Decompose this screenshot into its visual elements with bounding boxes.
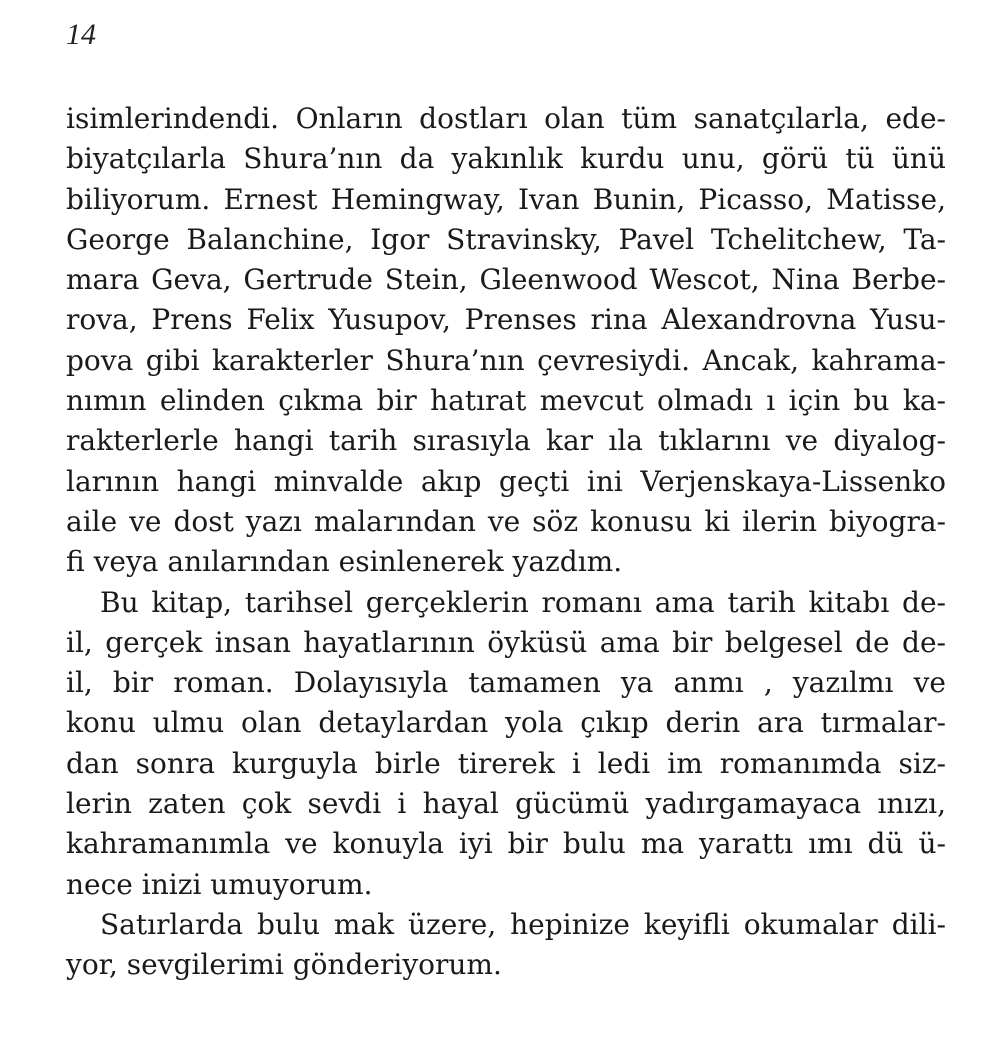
text-line: larının hangi minvalde akıp geçti ini Verjenskaya-Lissenko	[66, 464, 946, 498]
text-line: biliyorum. Ernest Hemingway, Ivan Bunin, Picasso, Matisse,	[66, 182, 946, 216]
text-line: aile ve dost yazı malarından ve söz konusu ki ilerin biyogra-	[66, 504, 946, 538]
page-number: 14	[66, 18, 96, 51]
text-line: konu ulmu olan detaylardan yola çıkıp derin ara tırmalar-	[66, 706, 946, 740]
text-line: isimlerindendi. Onların dostları olan tüm sanatçılarla, ede-	[66, 102, 946, 135]
text-line: il, gerçek insan hayatlarının öyküsü ama bir belgesel de de-	[66, 625, 946, 659]
text-line: Satırlarda bulu mak üzere, hepinize keyifli okumalar dili-	[100, 907, 946, 941]
text-line: il, bir roman. Dolayısıyla tamamen ya anmı , yazılmı ve	[66, 666, 946, 700]
text-line: nece inizi umuyorum.	[66, 867, 373, 901]
text-line: dan sonra kurguyla birle tirerek i ledi im romanımda siz-	[66, 746, 946, 780]
body-text	[66, 99, 946, 986]
text-line: fi veya anılarından esinlenerek yazdım.	[66, 545, 623, 579]
text-line: pova gibi karakterler Shura’nın çevresiydi. Ancak, kahrama-	[66, 343, 946, 377]
text-line: Bu kitap, tarihsel gerçeklerin romanı ama tarih kitabı de-	[100, 585, 946, 619]
text-line: lerin zaten çok sevdi i hayal gücümü yadırgamayaca ınızı,	[66, 787, 946, 821]
text-line: biyatçılarla Shura’nın da yakınlık kurdu unu, görü tü ünü	[66, 142, 946, 176]
text-line: mara Geva, Gertrude Stein, Gleenwood Wescot, Nina Berbe-	[66, 263, 946, 297]
text-line: nımın elinden çıkma bir hatırat mevcut olmadı ı için bu ka-	[66, 384, 946, 418]
text-line: rakterlerle hangi tarih sırasıyla kar ıla tıklarını ve diyalog-	[66, 424, 946, 458]
text-line: rova, Prens Felix Yusupov, Prenses rina Alexandrovna Yusu-	[66, 303, 946, 337]
text-line: yor, sevgilerimi gönderiyorum.	[66, 948, 502, 982]
text-line: George Balanchine, Igor Stravinsky, Pavel Tchelitchew, Ta-	[66, 222, 946, 256]
text-line: kahramanımla ve konuyla iyi bir bulu ma yarattı ımı dü ü-	[66, 827, 946, 861]
